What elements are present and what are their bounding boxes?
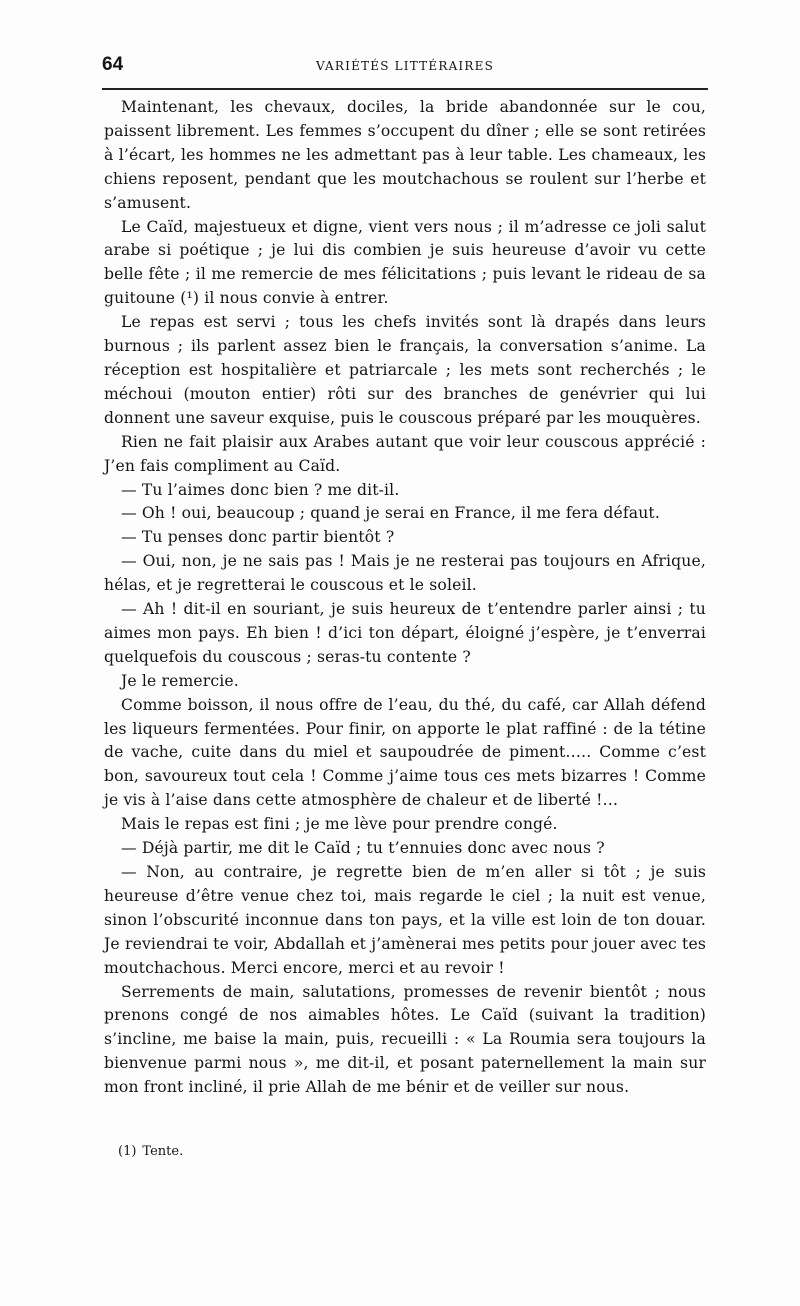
body-text: [104, 96, 706, 1100]
header-rule: [102, 88, 708, 90]
dialogue-line: — Déjà partir, me dit le Caïd ; tu t’ennuies donc avec nous ?: [121, 839, 605, 858]
paragraph: Comme boisson, il nous offre de l’eau, du thé, du café, car Allah défend les liqueurs fermentées. Pour finir, on apporte le plat raffiné : de la tétine de vache, cuite dans du miel et saupoudrée de piment….. Comme c’est bon, savoureux tout cela ! Comme j’aime tous ces mets bizarres ! Comme je vis à l’aise dans cette atmosphère de chaleur et de liberté !…: [104, 695, 706, 810]
dialogue-line: — Tu penses donc partir bientôt ?: [121, 528, 395, 547]
footnote-text: Tente.: [142, 1144, 184, 1159]
paragraph: Mais le repas est fini ; je me lève pour prendre congé.: [121, 815, 558, 834]
footnote-marker: (1): [118, 1144, 137, 1159]
paragraph: Rien ne fait plaisir aux Arabes autant que voir leur couscous apprécié : J’en fais compliment au Caïd.: [104, 432, 706, 475]
page-number: 64: [102, 54, 124, 75]
dialogue-line: — Oui, non, je ne sais pas ! Mais je ne resterai pas toujours en Afrique, hélas, et je regretterai le couscous et le soleil.: [104, 552, 706, 595]
dialogue-line: — Non, au contraire, je regrette bien de m’en aller si tôt ; je suis heureuse d’être venue chez toi, mais regarde le ciel ; la nuit est venue, sinon l’obscurité inconnue dans ton pays, et la ville est loin de ton douar. Je reviendrai te voir, Abdallah et j’amènerai mes petits pour jouer avec tes moutchachous. Merci encore, merci et au revoir !: [104, 863, 706, 977]
dialogue-line: — Ah ! dit-il en souriant, je suis heureux de t’entendre parler ainsi ; tu aimes mon pays. Eh bien ! d’ici ton départ, éloigné j’espère, je t’enverrai quelquefois du couscous ; seras-tu contente ?: [104, 600, 706, 666]
page-header: [102, 54, 708, 80]
paragraph: Serrements de main, salutations, promesses de revenir bientôt ; nous prenons congé de nos aimables hôtes. Le Caïd (suivant la tradition) s’incline, me baise la main, puis, recueilli : « La Roumia sera toujours la bienvenue parmi nous », me dit-il, et posant paternellement la main sur mon front incliné, il prie Allah de me bénir et de veiller sur nous.: [104, 982, 706, 1097]
paragraph: Le Caïd, majestueux et digne, vient vers nous ; il m’adresse ce joli salut arabe si poétique ; je lui dis combien je suis heureuse d’avoir vu cette belle fête ; il me remercie de mes félicitations ; puis levant le rideau de sa guitoune (¹) il nous convie à entrer.: [104, 217, 706, 308]
paragraph: Je le remercie.: [121, 671, 239, 690]
dialogue-line: — Tu l’aimes donc bien ? me dit-il.: [121, 480, 400, 499]
running-title: VARIÉTÉS LITTÉRAIRES: [315, 59, 494, 73]
footnote: [118, 1143, 183, 1161]
paragraph: Le repas est servi ; tous les chefs invités sont là drapés dans leurs burnous ; ils parlent assez bien le français, la conversation s’anime. La réception est hospitalière et patriarcale ; les mets sont recherchés ; le méchoui (mouton entier) rôti sur des branches de genévrier qui lui donnent une saveur exquise, puis le couscous préparé par les mouquères.: [104, 313, 706, 427]
paragraph: Maintenant, les chevaux, dociles, la bride abandonnée sur le cou, paissent librement. Les femmes s’occupent du dîner ; elle se sont retirées à l’écart, les hommes ne les admettant pas à leur table. Les chameaux, les chiens reposent, pendant que les moutchachous se roulent sur l’herbe et s’amusent.: [104, 98, 706, 212]
dialogue-line: — Oh ! oui, beaucoup ; quand je serai en France, il me fera défaut.: [121, 504, 660, 523]
